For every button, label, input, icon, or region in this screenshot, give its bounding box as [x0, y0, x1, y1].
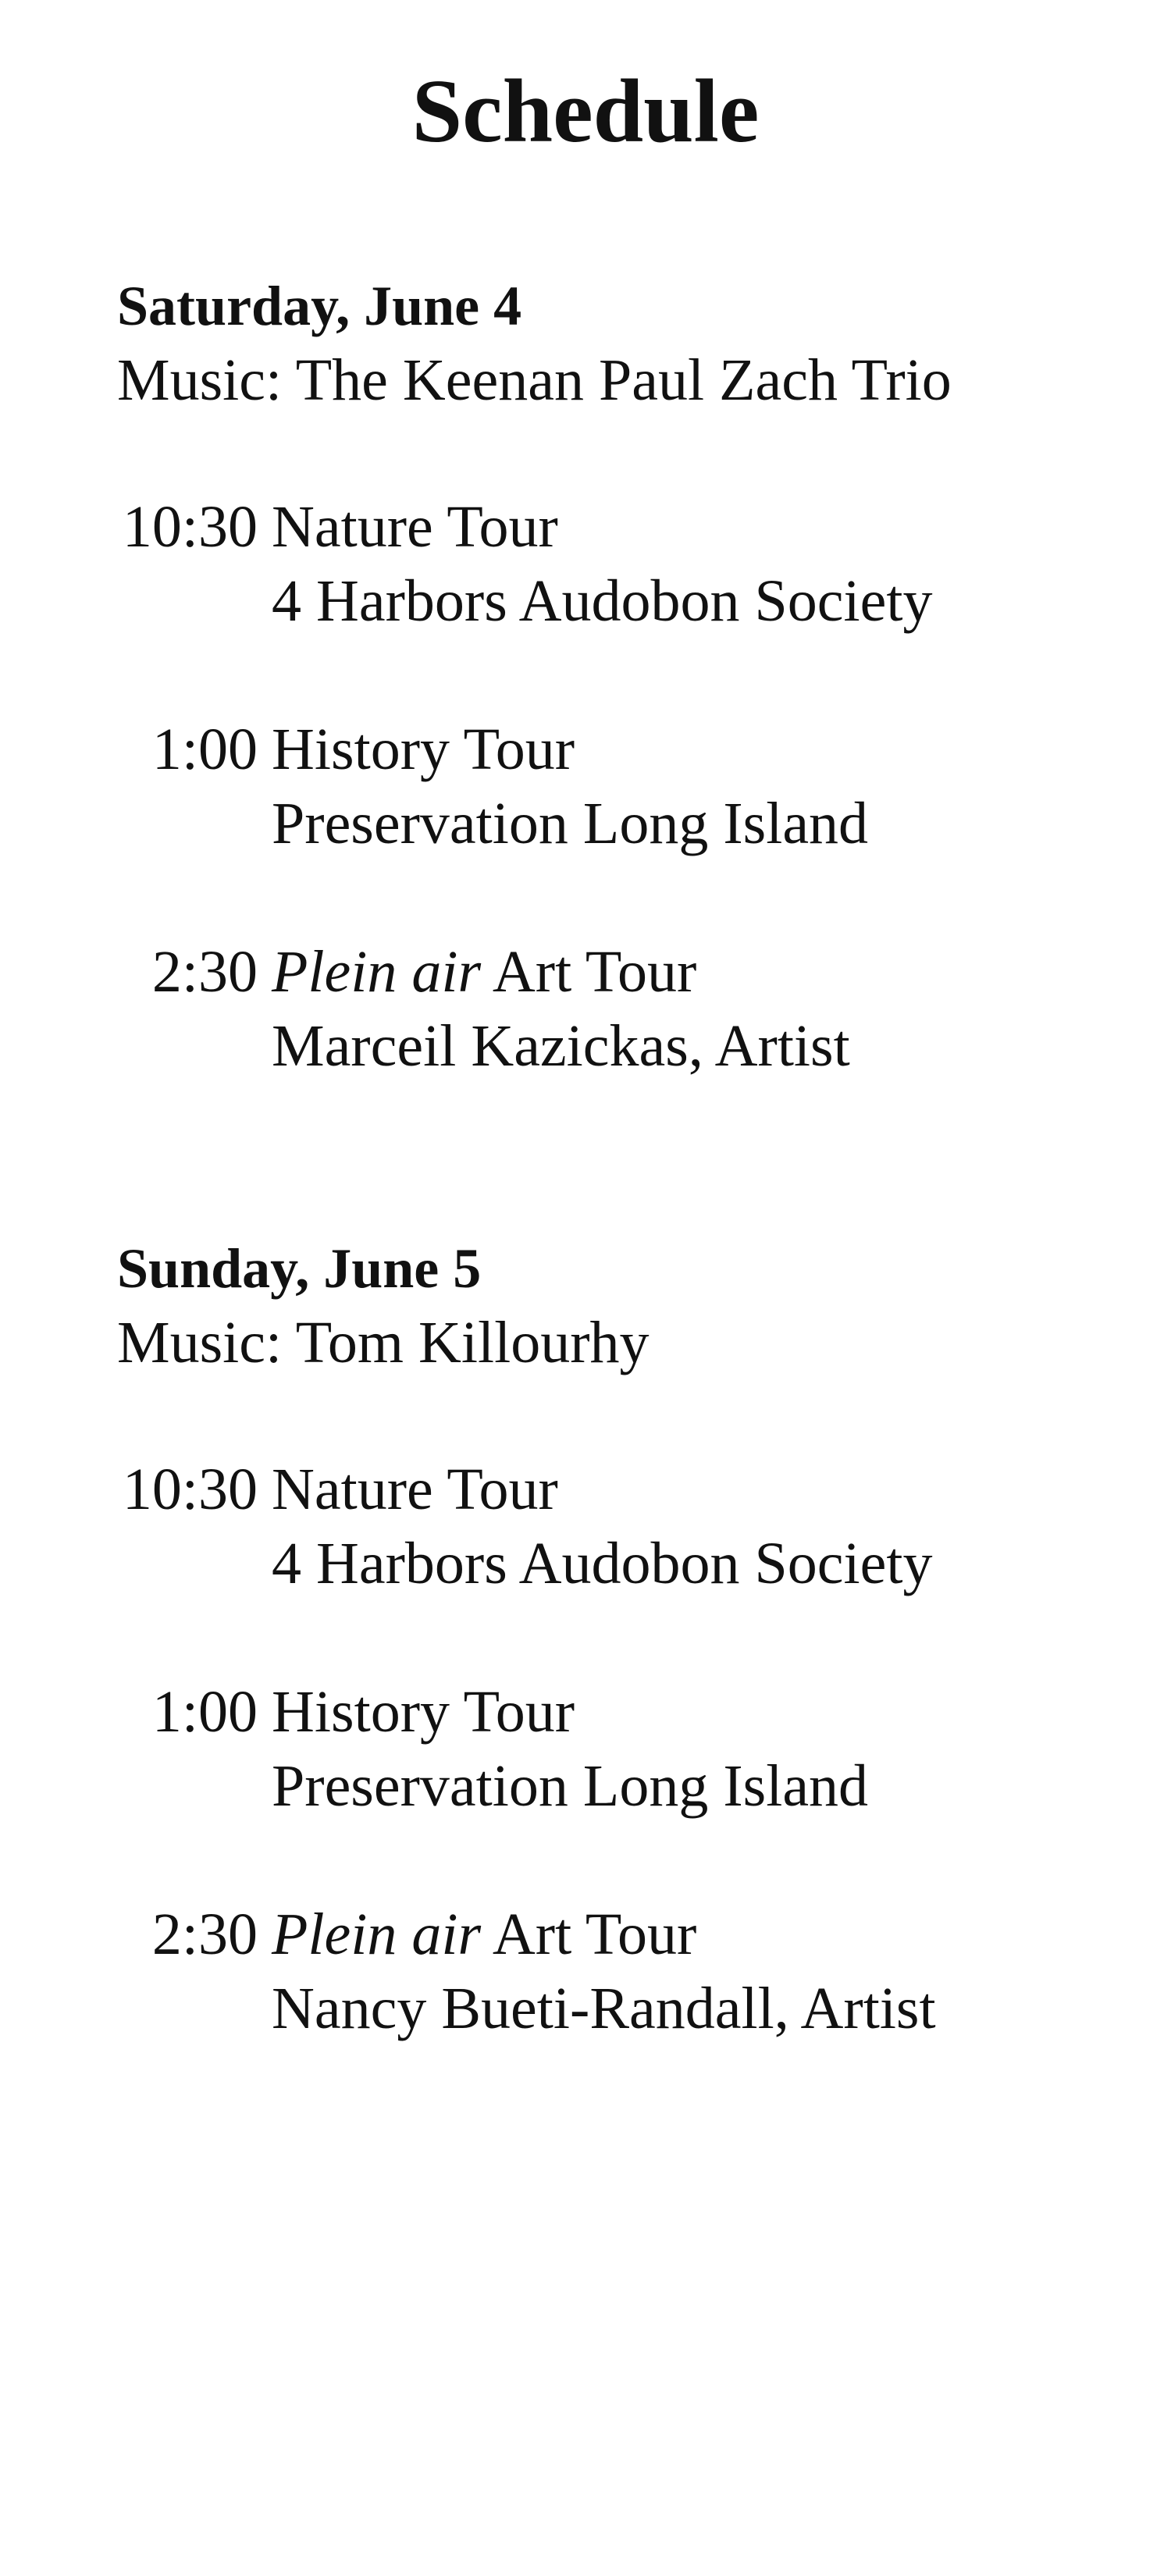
event-title: Nature Tour — [272, 1457, 558, 1522]
event-host: Marceil Kazickas, Artist — [272, 1013, 850, 1079]
event-host: Preservation Long Island — [272, 1753, 869, 1819]
event-host: 4 Harbors Audobon Society — [272, 568, 933, 634]
event-title: Nature Tour — [272, 494, 558, 560]
event-title — [272, 1899, 696, 1969]
event-time: 10:30 — [122, 494, 258, 560]
event-time: 10:30 — [122, 1457, 258, 1522]
event-time: 1:00 — [151, 717, 258, 782]
event-title — [272, 937, 696, 1007]
event-title-rest: Art Tour — [492, 1902, 697, 1967]
event-host: 4 Harbors Audobon Society — [272, 1531, 933, 1596]
event-time: 2:30 — [151, 1902, 258, 1967]
music-line: Music: Tom Killourhy — [117, 1310, 650, 1375]
event-time: 2:30 — [151, 939, 258, 1005]
event-title: History Tour — [272, 1679, 575, 1745]
day-heading: Sunday, June 5 — [117, 1237, 482, 1300]
day-heading: Saturday, June 4 — [117, 275, 522, 337]
event-time: 1:00 — [151, 1679, 258, 1745]
event-host: Preservation Long Island — [272, 791, 869, 856]
event-title: History Tour — [272, 717, 575, 782]
event-title-rest: Art Tour — [492, 939, 697, 1005]
event-title-italic: Plein air — [272, 1902, 482, 1967]
event-host: Nancy Bueti-Randall, Artist — [272, 1976, 936, 2041]
event-title-italic: Plein air — [272, 939, 482, 1005]
page-title: Schedule — [411, 62, 760, 162]
music-line: Music: The Keenan Paul Zach Trio — [117, 347, 952, 413]
